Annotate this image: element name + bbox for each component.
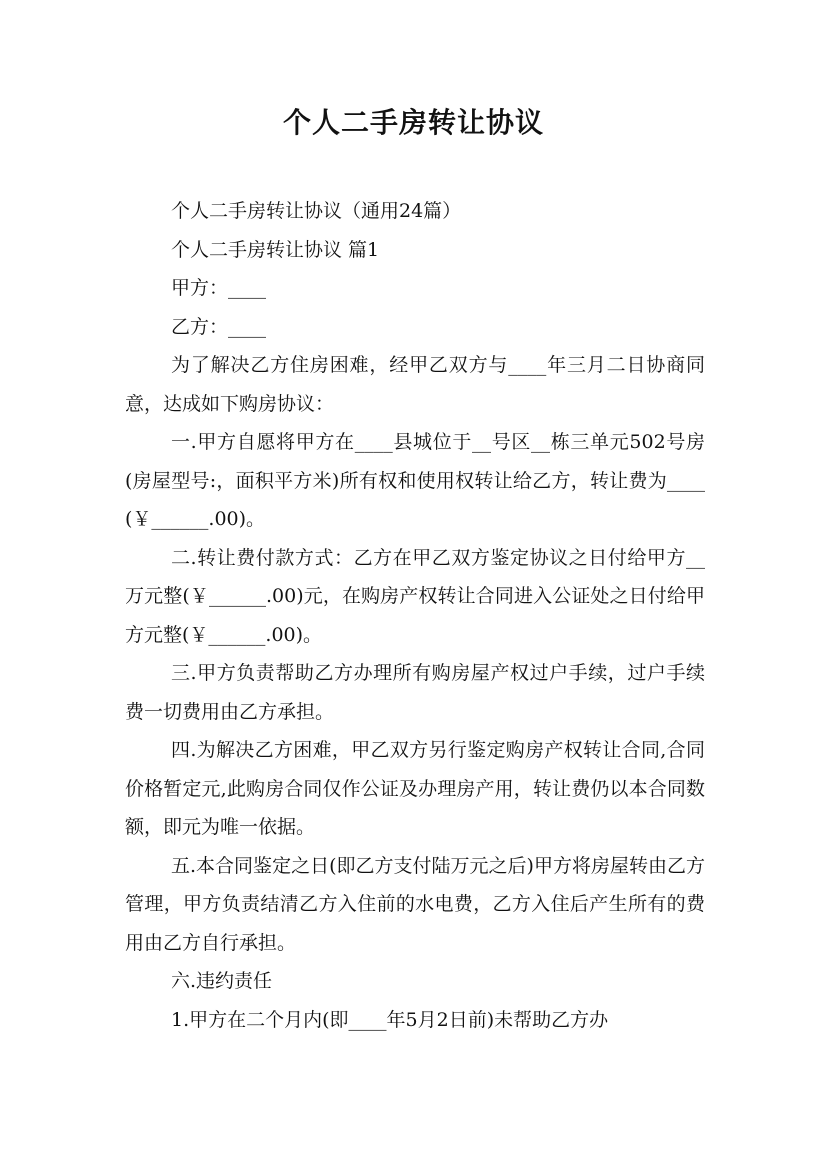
- document-body: [125, 192, 705, 1039]
- clause-2: 二.转让费付款方式：乙方在甲乙双方鉴定协议之日付给甲方__万元整(￥______.00)元，在购房产权转让合同进入公证处之日付给甲方元整(￥______.00)。: [125, 546, 705, 646]
- doc-subtitle: 个人二手房转让协议（通用24篇）: [171, 200, 462, 222]
- clause-4: 四.为解决乙方困难，甲乙双方另行鉴定购房产权转让合同,合同价格暂定元,此购房合同仅作公证及办理房产用，转让费仍以本合同数额，即元为唯一依据。: [125, 739, 705, 838]
- clause-5: 五.本合同鉴定之日(即乙方支付陆万元之后)甲方将房屋转由乙方管理，甲方负责结清乙方入住前的水电费，乙方入住后产生所有的费用由乙方自行承担。: [125, 854, 705, 954]
- document-title: 个人二手房转让协议: [282, 106, 544, 139]
- clause-6-heading: 六.违约责任: [171, 970, 273, 992]
- party-a-line: 甲方：____: [171, 277, 267, 299]
- clause-3: 三.甲方负责帮助乙方办理所有购房屋产权过户手续，过户手续费一切费用由乙方承担。: [125, 662, 705, 723]
- intro-paragraph: 为了解决乙方住房困难，经甲乙双方与____年三月二日协商同意，达成如下购房协议：: [125, 354, 705, 415]
- party-b-line: 乙方：____: [171, 315, 267, 338]
- section-heading: 个人二手房转让协议 篇1: [171, 238, 380, 261]
- clause-1: 一.甲方自愿将甲方在____县城位于__号区__栋三单元502号房(房屋型号:，面积平方米)所有权和使用权转让给乙方，转让费为____(￥______.00)。: [125, 431, 705, 530]
- clause-6-item-1: 1.甲方在二个月内(即____年5月2日前)未帮助乙方办: [171, 1008, 609, 1031]
